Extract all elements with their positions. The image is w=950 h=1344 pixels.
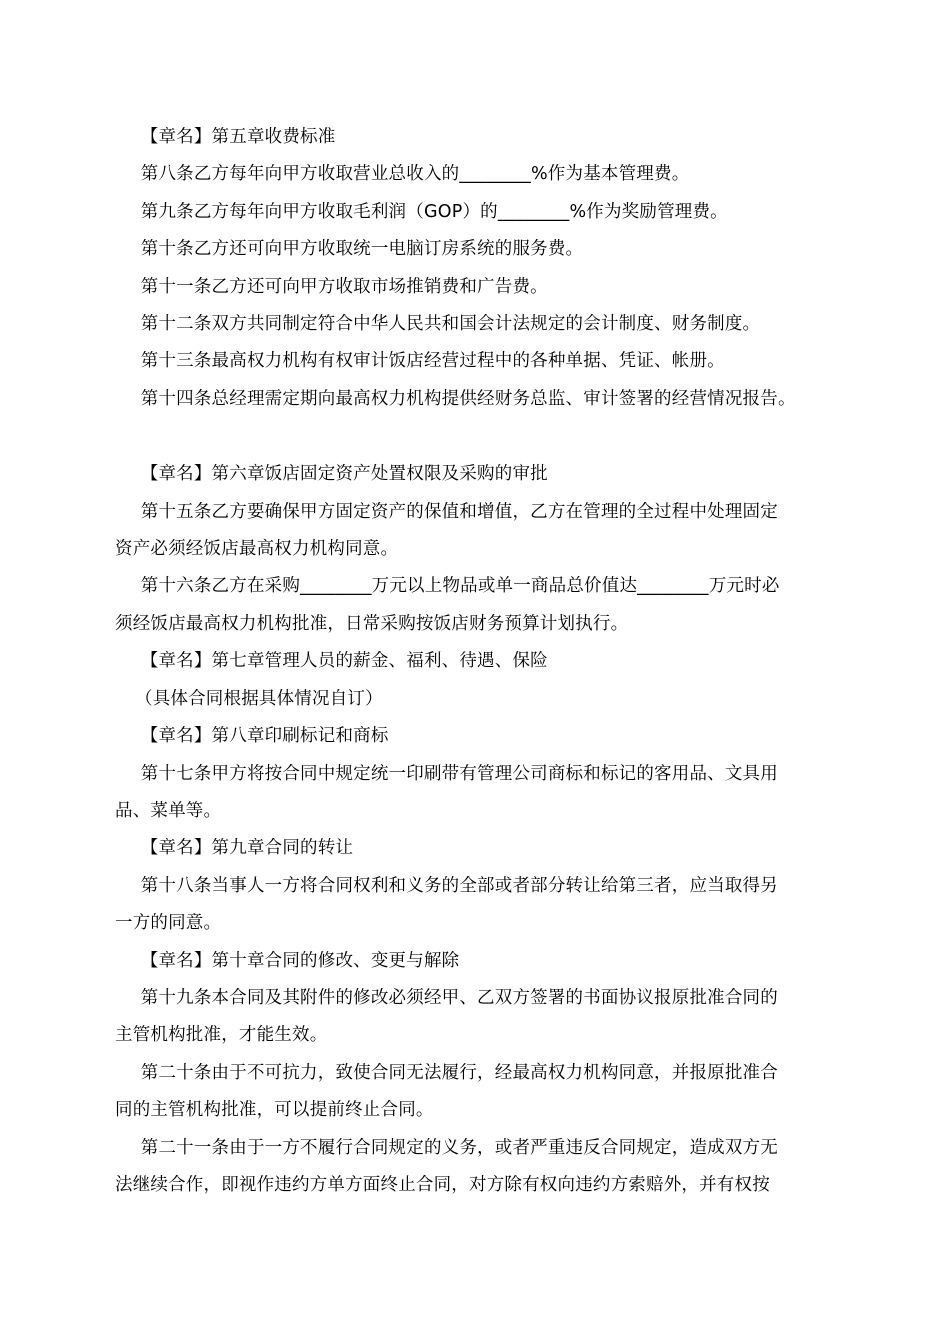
article-paragraph: 第十三条最高权力机构有权审计饭店经营过程中的各种单据、凭证、帐册。 [135, 351, 725, 372]
article-paragraph: 第二十条由于不可抗力，致使合同无法履行，经最高权力机构同意，并报原批准合 [135, 1062, 778, 1083]
article-paragraph: 第十六条乙方在采购________万元以上物品或单一商品总价值达________万元时必 [135, 576, 780, 597]
note-paragraph: （具体合同根据具体情况自订） [135, 688, 383, 709]
article-paragraph: 第十七条甲方将按合同中规定统一印刷带有管理公司商标和标记的客用品、文具用 [135, 763, 778, 784]
article-paragraph-continuation: 须经饭店最高权力机构批准，日常采购按饭店财务预算计划执行。 [115, 613, 629, 634]
article-paragraph-continuation: 主管机构批准，才能生效。 [115, 1025, 328, 1046]
article-paragraph: 第十五条乙方要确保甲方固定资产的保值和增值，乙方在管理的全过程中处理固定 [135, 501, 778, 522]
article-paragraph-continuation: 法继续合作，即视作违约方单方面终止合同，对方除有权向违约方索赔外，并有权按 [115, 1174, 770, 1195]
article-paragraph: 第二十一条由于一方不履行合同规定的义务，或者严重违反合同规定，造成双方无 [135, 1137, 778, 1158]
chapter-heading: 【章名】第九章合同的转让 [135, 838, 354, 859]
article-paragraph: 第十一条乙方还可向甲方收取市场推销费和广告费。 [135, 276, 548, 297]
article-paragraph-continuation: 同的主管机构批准，可以提前终止合同。 [115, 1100, 434, 1121]
article-paragraph-continuation: 资产必须经饭店最高权力机构同意。 [115, 539, 399, 560]
chapter-heading: 【章名】第七章管理人员的薪金、福利、待遇、保险 [135, 651, 548, 672]
article-paragraph-continuation: 一方的同意。 [115, 913, 222, 934]
article-paragraph-continuation: 品、菜单等。 [115, 800, 222, 821]
article-paragraph: 第十八条当事人一方将合同权利和义务的全部或者部分转让给第三者，应当取得另 [135, 875, 778, 896]
article-paragraph: 第九条乙方每年向甲方收取毛利润（GOP）的________%作为奖励管理费。 [135, 201, 728, 222]
article-paragraph: 第十条乙方还可向甲方收取统一电脑订房系统的服务费。 [135, 239, 584, 260]
section-spacer [115, 418, 835, 456]
article-paragraph: 第十二条双方共同制定符合中华人民共和国会计法规定的会计制度、财务制度。 [135, 314, 761, 335]
article-paragraph: 第十四条总经理需定期向最高权力机构提供经财务总监、审计签署的经营情况报告。 [135, 388, 796, 409]
document-body [115, 119, 835, 1204]
article-paragraph: 第八条乙方每年向甲方收取营业总收入的________%作为基本管理费。 [135, 164, 690, 185]
article-paragraph: 第十九条本合同及其附件的修改必须经甲、乙双方签署的书面协议报原批准合同的 [135, 987, 778, 1008]
chapter-heading: 【章名】第十章合同的修改、变更与解除 [135, 950, 460, 971]
chapter-heading: 【章名】第五章收费标准 [135, 127, 336, 147]
chapter-heading: 【章名】第八章印刷标记和商标 [135, 726, 389, 747]
chapter-heading: 【章名】第六章饭店固定资产处置权限及采购的审批 [135, 464, 548, 485]
